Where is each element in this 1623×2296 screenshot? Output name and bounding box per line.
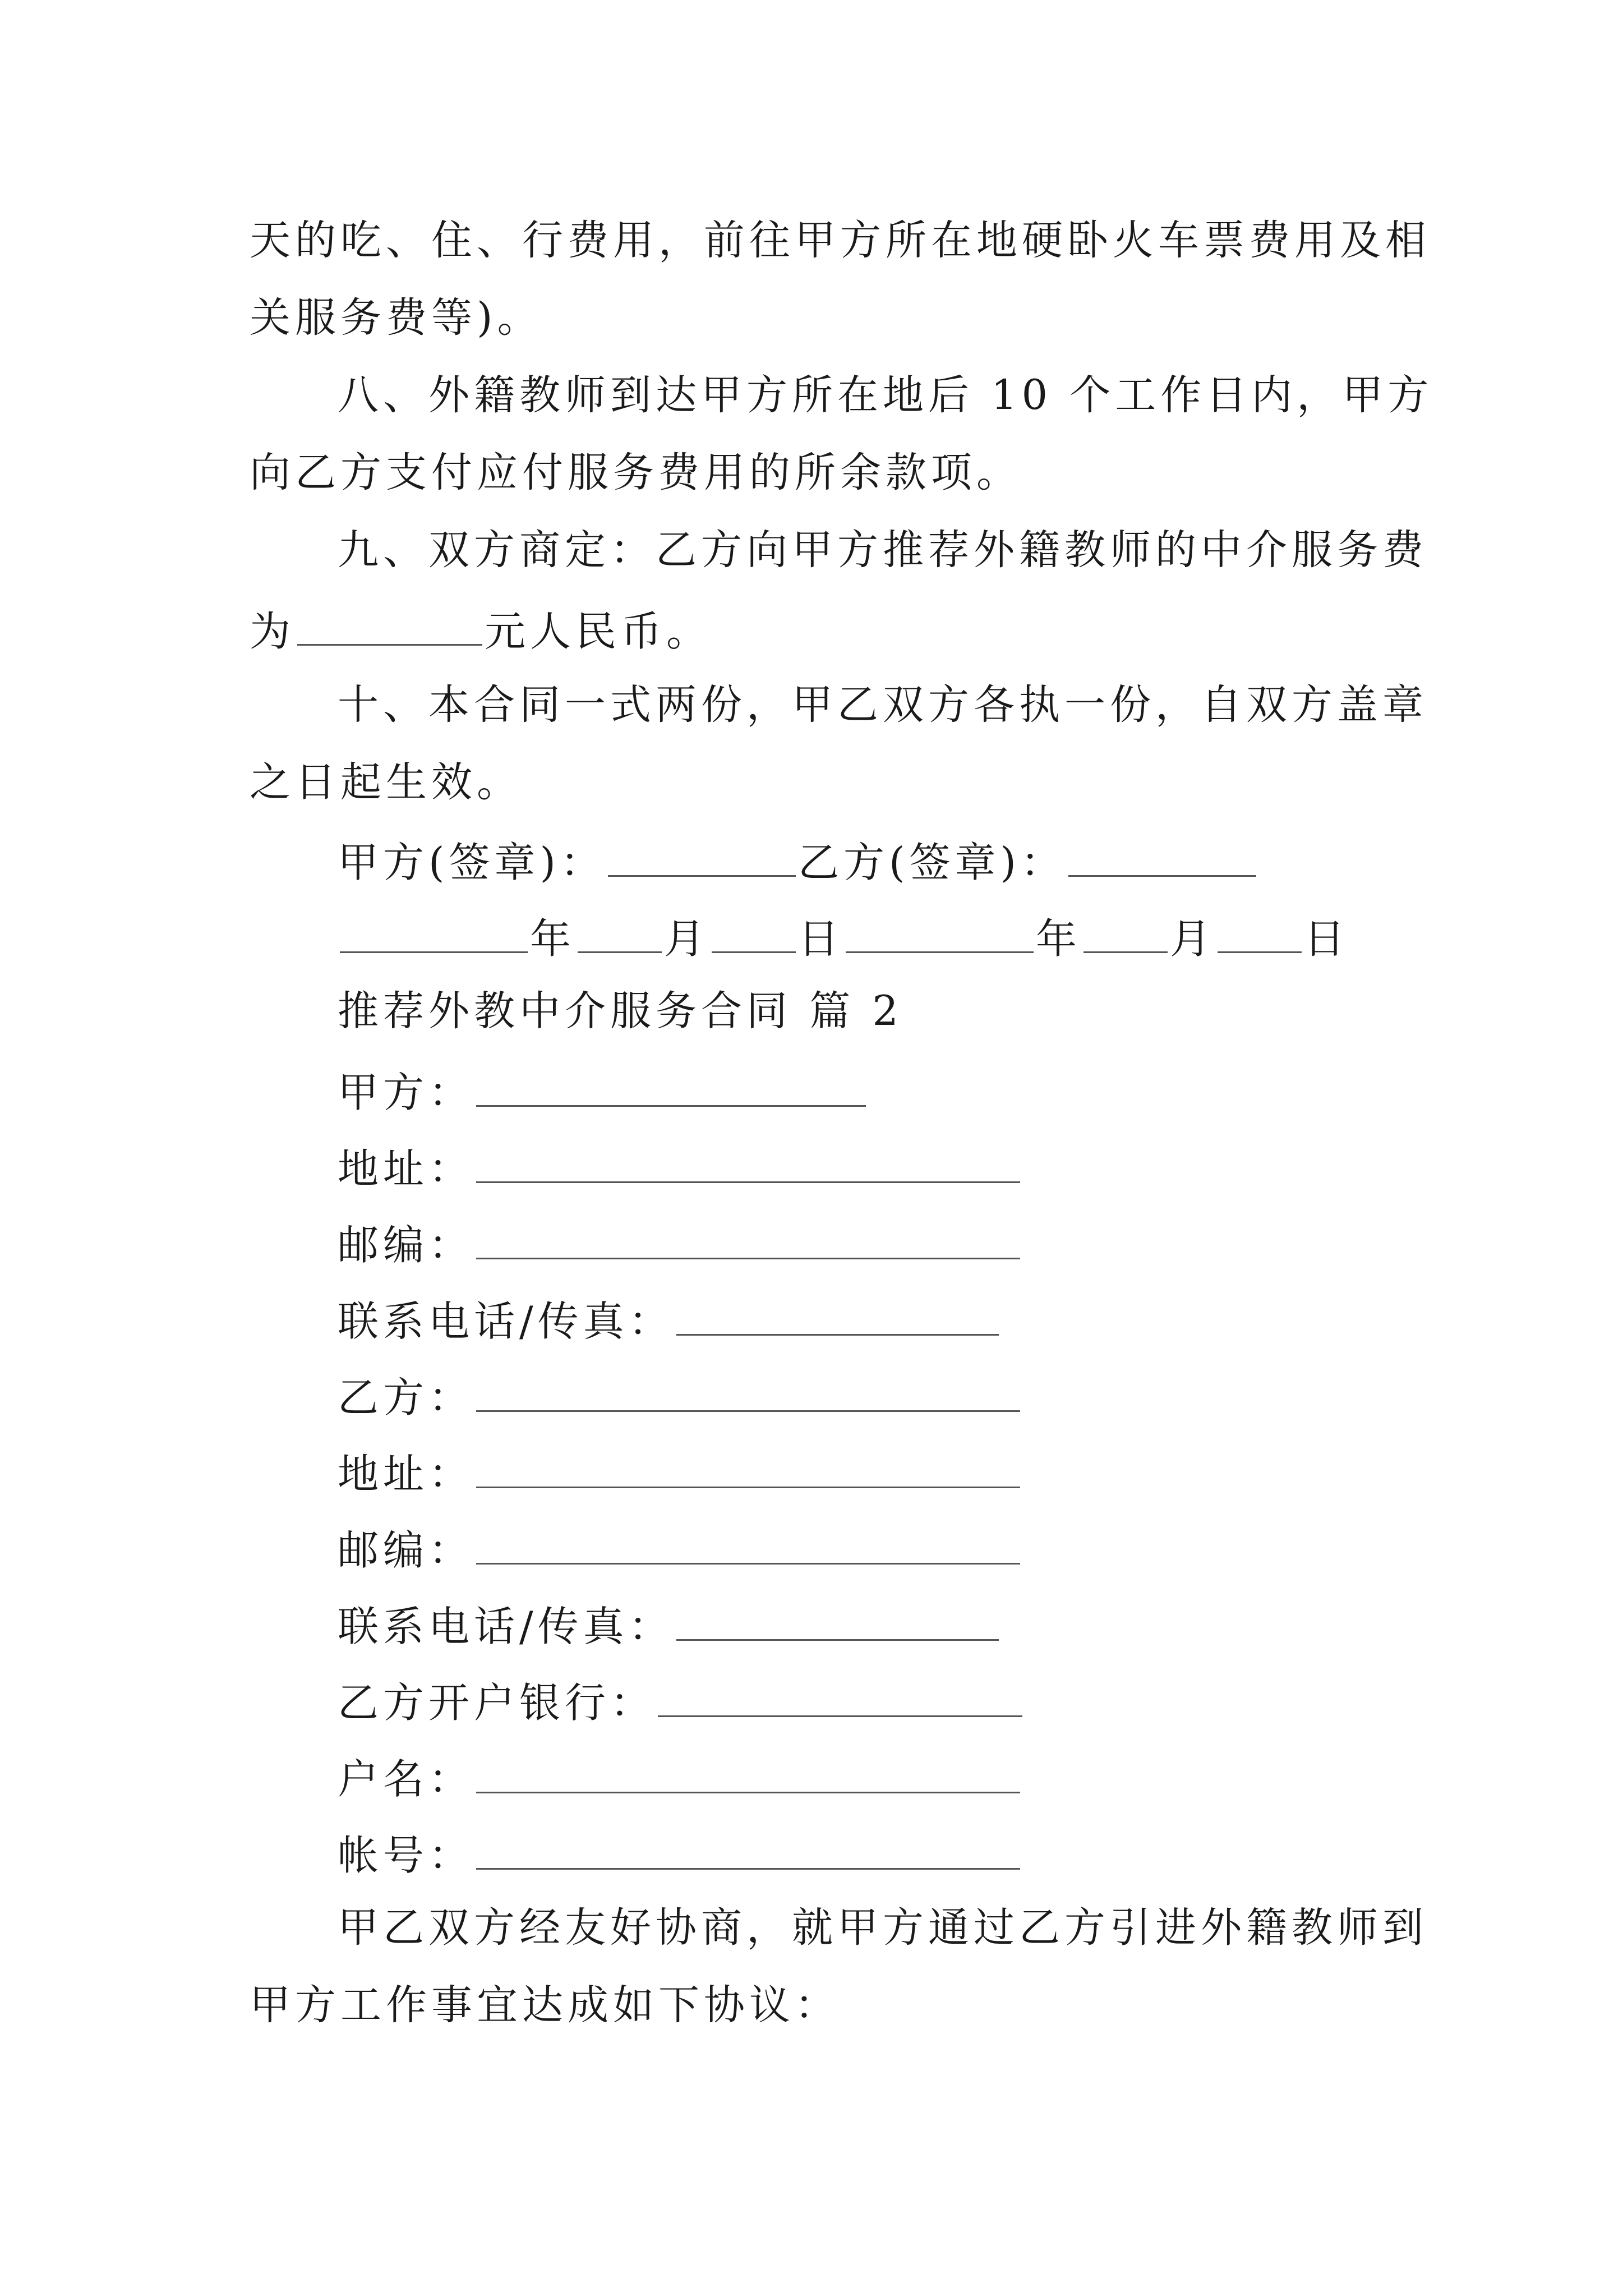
address-a-input[interactable] xyxy=(476,1144,1020,1183)
field-label: 乙方开户银行： xyxy=(338,1679,656,1727)
date-line xyxy=(338,914,1349,963)
party-b-month-blank[interactable] xyxy=(1083,914,1168,953)
bank-input[interactable] xyxy=(658,1678,1022,1717)
field-party-a xyxy=(338,1068,868,1117)
address-b-input[interactable] xyxy=(476,1450,1020,1488)
field-label: 地址： xyxy=(338,1450,474,1498)
paragraph-line: 九、双方商定：乙方向甲方推荐外籍教师的中介服务费 xyxy=(338,526,1428,574)
year-label: 年 xyxy=(1036,915,1081,963)
fee-prefix: 为 xyxy=(250,608,295,656)
party-b-day-blank[interactable] xyxy=(1218,914,1302,953)
month-label: 月 xyxy=(1170,915,1215,963)
year-label: 年 xyxy=(530,915,575,963)
field-postcode-b xyxy=(338,1526,1022,1575)
party-a-month-blank[interactable] xyxy=(578,914,662,953)
field-label: 户名： xyxy=(338,1755,474,1803)
day-label: 日 xyxy=(1304,915,1349,963)
paragraph-line: 十、本合同一式两份，甲乙双方各执一份，自双方盖章 xyxy=(338,681,1428,729)
party-b-year-blank[interactable] xyxy=(846,914,1034,953)
phone-b-input[interactable] xyxy=(676,1602,999,1641)
party-b-signature-label: 乙方(签章)： xyxy=(797,839,1066,887)
party-a-day-blank[interactable] xyxy=(712,914,796,953)
section-title: 推荐外教中介服务合同 篇 2 xyxy=(338,987,903,1035)
field-postcode-a xyxy=(338,1221,1022,1269)
account-number-input[interactable] xyxy=(476,1831,1020,1870)
field-account-name xyxy=(338,1755,1022,1803)
paragraph-line: 甲方工作事宜达成如下协议： xyxy=(250,1981,840,2029)
field-label: 联系电话/传真： xyxy=(338,1603,674,1651)
month-label: 月 xyxy=(664,915,709,963)
party-b-signature-blank[interactable] xyxy=(1068,838,1256,877)
field-label: 邮编： xyxy=(338,1221,474,1269)
field-address-a xyxy=(338,1144,1022,1193)
field-phone-b xyxy=(338,1602,1001,1651)
fee-suffix: 元人民币。 xyxy=(485,608,712,656)
paragraph-line: 八、外籍教师到达甲方所在地后 10 个工作日内，甲方 xyxy=(338,371,1433,419)
party-a-input[interactable] xyxy=(476,1068,866,1107)
postcode-b-input[interactable] xyxy=(476,1526,1020,1565)
field-phone-a xyxy=(338,1297,1001,1346)
party-a-signature-label: 甲方(签章)： xyxy=(338,839,606,887)
field-address-b xyxy=(338,1450,1022,1498)
field-label: 帐号： xyxy=(338,1832,474,1880)
field-label: 乙方： xyxy=(338,1374,474,1422)
paragraph-line: 之日起生效。 xyxy=(250,758,522,806)
field-label: 甲方： xyxy=(338,1069,474,1117)
field-account-number xyxy=(338,1831,1022,1880)
paragraph-line: 关服务费等)。 xyxy=(250,294,543,342)
field-label: 邮编： xyxy=(338,1526,474,1575)
signature-line xyxy=(338,838,1258,887)
paragraph-line: 甲乙双方经友好协商，就甲方通过乙方引进外籍教师到 xyxy=(338,1904,1428,1952)
fee-line xyxy=(250,607,712,656)
account-name-input[interactable] xyxy=(476,1755,1020,1793)
field-label: 联系电话/传真： xyxy=(338,1297,674,1346)
fee-amount-blank[interactable] xyxy=(297,607,482,646)
phone-a-input[interactable] xyxy=(676,1297,999,1336)
party-a-signature-blank[interactable] xyxy=(608,838,796,877)
field-label: 地址： xyxy=(338,1145,474,1193)
paragraph-line: 向乙方支付应付服务费用的所余款项。 xyxy=(250,449,1022,496)
field-party-b xyxy=(338,1373,1022,1422)
day-label: 日 xyxy=(798,915,843,963)
party-a-year-blank[interactable] xyxy=(340,914,528,953)
party-b-input[interactable] xyxy=(476,1373,1020,1412)
postcode-a-input[interactable] xyxy=(476,1221,1020,1259)
paragraph-line: 天的吃、住、行费用，前往甲方所在地硬卧火车票费用及相 xyxy=(250,217,1431,264)
field-bank xyxy=(338,1678,1025,1727)
